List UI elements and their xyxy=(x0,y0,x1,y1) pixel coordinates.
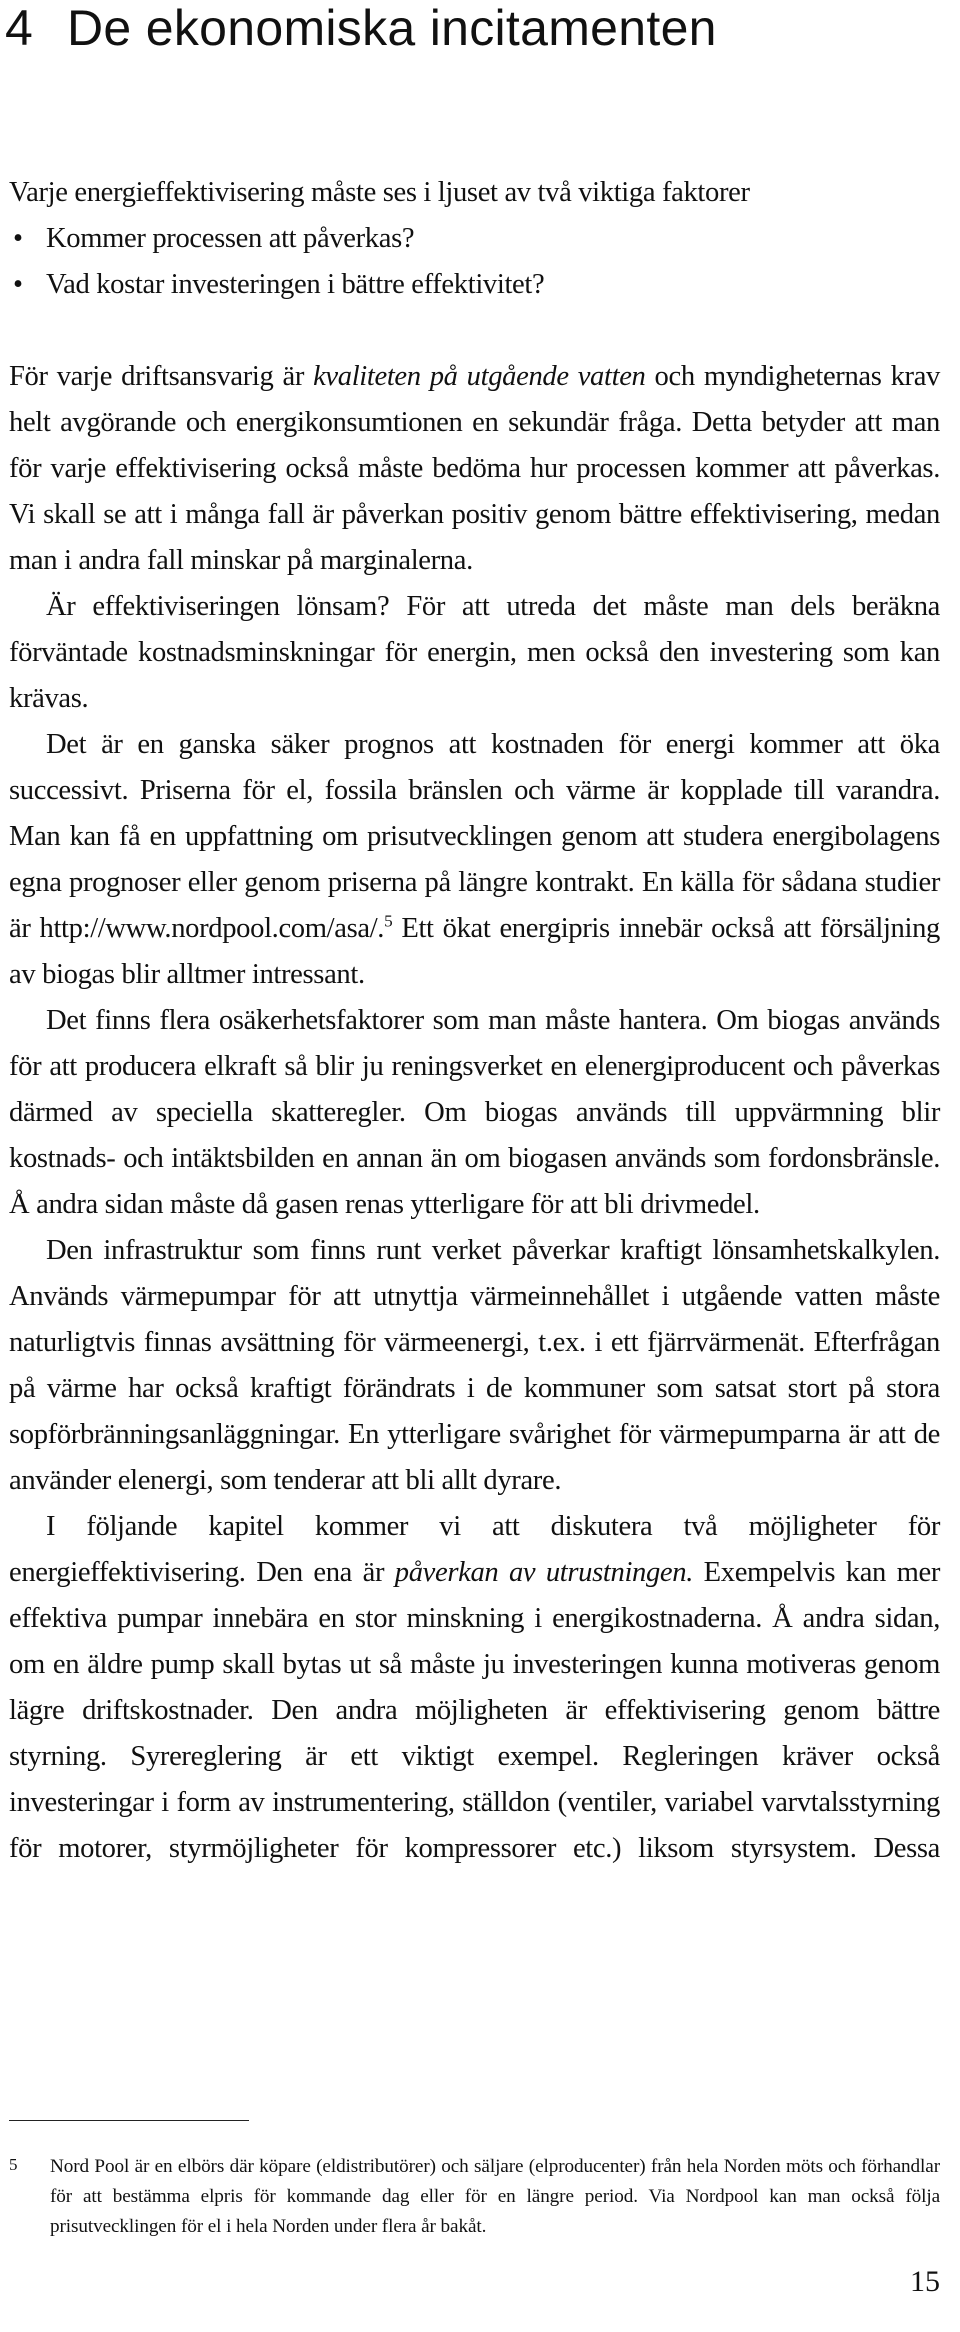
paragraph-4: Det finns flera osäkerhetsfaktorer som man måste hantera. Om biogas används för att producera elkraft så blir ju reningsverket en elenergiproducent och påverkas därmed av speciella skatteregler. Om biogas används till uppvärmning blir kostnads- och intäktsbilden en annan än om biogasen används som fordonsbränsle. Å andra sidan måste då gasen renas ytterligare för att bli drivmedel. xyxy=(9,1005,940,1220)
bullet-icon: • xyxy=(13,223,23,254)
intro-paragraph: Varje energieffektivisering måste ses i ljuset av två viktiga faktorer xyxy=(9,177,750,208)
footnote-reference: 5 xyxy=(384,911,393,931)
footnote xyxy=(9,2152,940,2242)
chapter-title: De ekonomiska incitamenten xyxy=(67,0,717,56)
paragraph-5: Den infrastruktur som finns runt verket påverkar kraftigt lönsamhetskalkylen. Används värmepumpar för att utnyttja värmeinnehållet i utgående vatten måste naturligtvis finnas avsättning för värmeenergi, t.ex. i ett fjärrvärmenät. Efterfrågan på värme har också kraftigt förändrats i de kommuner som satsat stort på stora sopförbränningsanläggningar. En ytterligare svårighet för värmepumparna är att de använder elenergi, som tenderar att bli allt dyrare. xyxy=(9,1235,940,1496)
bullet-icon: • xyxy=(13,269,23,300)
footnote-text: Nord Pool är en elbörs där köpare (eldistributörer) och säljare (elproducenter) från hela Norden möts och förhandlar för att bestämma elpris för kommande dag eller för en längre period. Via Nordpool kan man också följa prisutvecklingen för el i hela Norden under flera år bakåt. xyxy=(50,2156,940,2237)
footnote-divider xyxy=(9,2120,249,2121)
list-item-text: Kommer processen att påverkas? xyxy=(46,223,415,254)
list-item-text: Vad kostar investeringen i bättre effektivitet? xyxy=(46,269,545,300)
paragraph-text: Ett ökat energipris innebär också att försäljning av biogas blir alltmer intressant. xyxy=(9,913,940,990)
paragraph-3 xyxy=(9,722,940,998)
body-text xyxy=(9,170,940,1872)
page-number: 15 xyxy=(910,2265,940,2298)
list-item xyxy=(9,262,940,308)
paragraph-text: Exempelvis kan mer effektiva pumpar innebära en stor minskning i energikostnaderna. Å andra sidan, om en äldre pump skall bytas ut så måste ju investeringen kunna motiveras genom lägre driftskostnader. Den andra möjligheten är effektivisering genom bättre styrning. Syrereglering är ett viktigt exempel. Regleringen kräver också investeringar i form av instrumentering, ställdon (ventiler, variabel varvtalsstyrning för motorer, styrmöjligheter för kompressorer etc.) liksom styrsystem. Dessa xyxy=(9,1557,940,1864)
list-item xyxy=(9,216,940,262)
paragraph-text: I följande kapitel kommer vi att diskutera två möjligheter för energieffektivisering. Den ena är xyxy=(9,1511,940,1588)
paragraph-text: För varje driftsansvarig är xyxy=(9,361,314,392)
bullet-list xyxy=(9,216,940,308)
emphasis-text: påverkan av utrustningen. xyxy=(394,1557,694,1588)
footnote-number: 5 xyxy=(9,2155,18,2174)
paragraph-2: Är effektiviseringen lönsam? För att utreda det måste man dels beräkna förväntade kostnadsminskningar för energin, men också den investering som kan krävas. xyxy=(9,591,940,714)
chapter-heading xyxy=(5,0,717,56)
paragraph-6 xyxy=(9,1504,940,1872)
chapter-number: 4 xyxy=(5,0,34,56)
emphasis-text: kvaliteten på utgående vatten xyxy=(313,361,646,392)
paragraph-text: och myndigheternas krav helt avgörande och energikonsumtionen en sekundär fråga. Detta betyder att man för varje effektivisering också måste bedöma hur processen kommer att påverkas. Vi skall se att i många fall är påverkan positiv genom bättre effektivisering, medan man i andra fall minskar på marginalerna. xyxy=(9,361,940,576)
paragraph-1 xyxy=(9,354,940,584)
paragraph-text: Det är en ganska säker prognos att kostnaden för energi kommer att öka successivt. Priserna för el, fossila bränslen och värme är kopplade till varandra. Man kan få en uppfattning om prisutvecklingen genom att studera energibolagens egna prognoser eller genom priserna på längre kontrakt. En källa för sådana studier är http://www.nordpool.com/asa/. xyxy=(9,729,940,944)
